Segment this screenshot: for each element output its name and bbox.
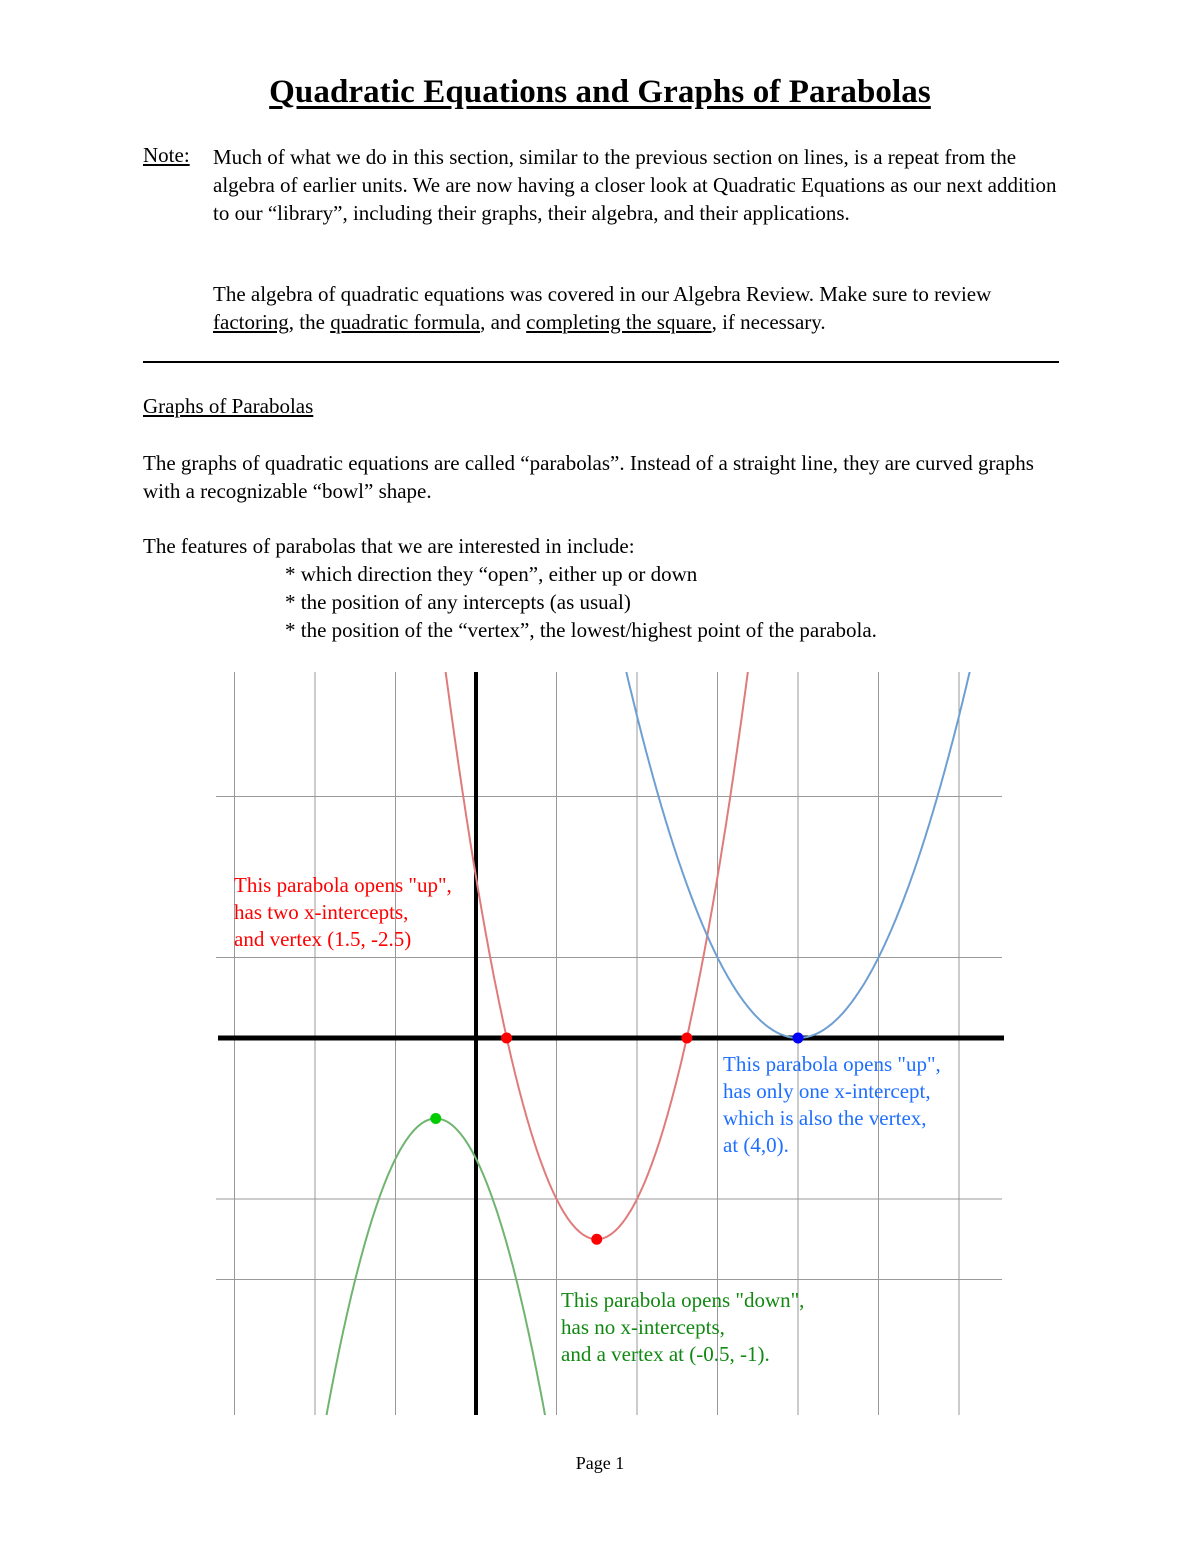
annotation-line: This parabola opens "up", bbox=[234, 873, 452, 897]
blue-vertex bbox=[793, 1033, 804, 1044]
note-end: , if necessary. bbox=[711, 310, 826, 334]
red-x-intercept-right bbox=[681, 1033, 692, 1044]
green-vertex bbox=[430, 1113, 441, 1124]
annotation-line: This parabola opens "down", bbox=[561, 1288, 805, 1312]
note-label: Note: bbox=[143, 143, 190, 167]
red-annotation bbox=[234, 873, 452, 951]
feature-item: * the position of any intercepts (as usual) bbox=[285, 590, 631, 614]
red-vertex bbox=[591, 1234, 602, 1245]
factoring-link[interactable]: factoring bbox=[213, 310, 289, 334]
annotation-line: has only one x-intercept, bbox=[723, 1079, 931, 1103]
section-paragraph-2: The features of parabolas that we are interested in include: bbox=[143, 534, 635, 558]
annotation-line: has two x-intercepts, bbox=[234, 900, 409, 924]
red-x-intercept-left bbox=[501, 1033, 512, 1044]
feature-item: * which direction they “open”, either up or down bbox=[285, 562, 698, 586]
blue-annotation bbox=[723, 1052, 941, 1157]
quadratic-formula-link[interactable]: quadratic formula bbox=[330, 310, 481, 334]
annotation-line: which is also the vertex, bbox=[723, 1106, 927, 1130]
note-paragraph-1: Much of what we do in this section, similar to the previous section on lines, is a repeat from the algebra of earlier units. We are now having a closer look at Quadratic Equations as our next addition to our “library”, including their graphs, their algebra, and their applications. bbox=[213, 145, 1057, 225]
note-sep-1: , the bbox=[288, 310, 325, 334]
section-paragraph-1: The graphs of quadratic equations are called “parabolas”. Instead of a straight line, they are curved graphs with a recognizable “bowl” shape. bbox=[143, 451, 1034, 503]
annotation-line: and a vertex at (-0.5, -1). bbox=[561, 1342, 770, 1366]
green-annotation bbox=[561, 1288, 804, 1366]
note-sep-2: , and bbox=[480, 310, 521, 334]
page-title: Quadratic Equations and Graphs of Parabolas bbox=[269, 74, 931, 110]
annotation-line: at (4,0). bbox=[723, 1133, 789, 1157]
completing-square-link[interactable]: completing the square bbox=[526, 310, 712, 334]
section-heading: Graphs of Parabolas bbox=[143, 394, 314, 418]
annotation-line: has no x-intercepts, bbox=[561, 1315, 725, 1339]
annotation-line: This parabola opens "up", bbox=[723, 1052, 941, 1076]
note-paragraph-2-intro: The algebra of quadratic equations was covered in our Algebra Review. Make sure to review bbox=[213, 282, 992, 306]
annotation-line: and vertex (1.5, -2.5) bbox=[234, 927, 412, 951]
page-number: Page 1 bbox=[575, 1453, 625, 1473]
feature-item: * the position of the “vertex”, the lowest/highest point of the parabola. bbox=[285, 618, 877, 642]
